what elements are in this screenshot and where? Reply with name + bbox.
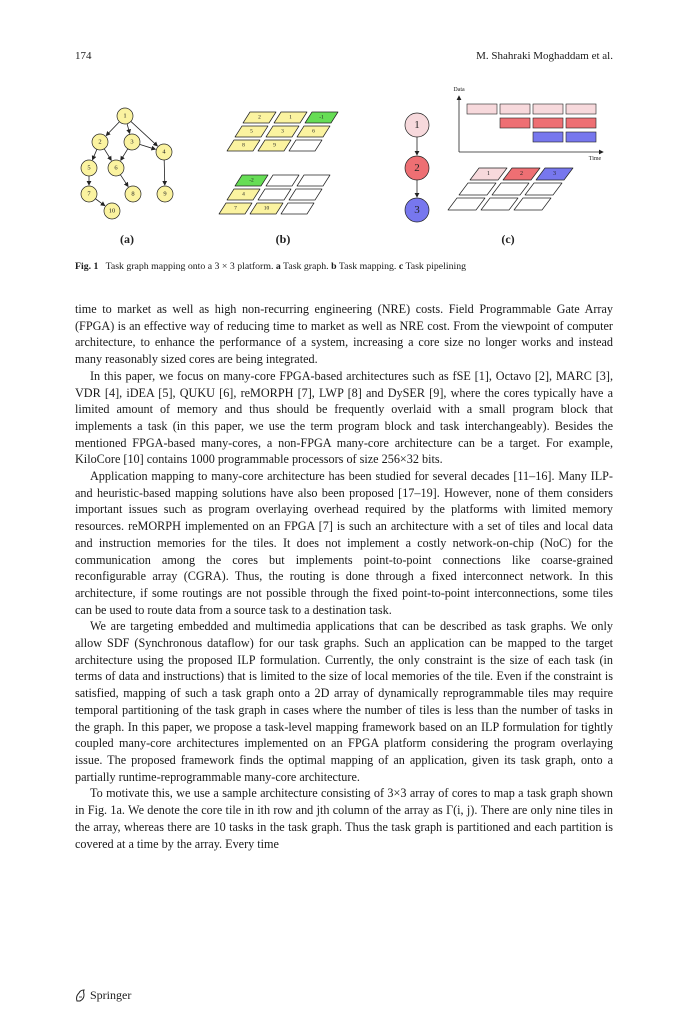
pipeline-tile-label: 2 [520, 171, 523, 177]
springer-horse-icon [75, 989, 86, 1002]
task-node-label: 1 [123, 112, 127, 120]
task-edge [120, 175, 128, 187]
pipeline-tile [459, 183, 496, 195]
axis-label-time: Time [588, 156, 602, 162]
task-graph-panel [81, 108, 173, 246]
paragraph-3: Application mapping to many-core architecture has been studied for several decades [11–16]. Many ILP- and heuristic-based mapping solutions have also been proposed [17–19]. However, none of them considers important issues such as program overlaying overhead required by the platforms with limited memory resources. reMORPH implemented on an FPGA [7] is such an architecture with a set of tiles and local data and instruction memories for the tiles. It does not implement a costly network-on-chip (NoC) for the communication among the cores but implements point-to-point connections like coarse-grained reconfigurable array (CGRA). Thus, the routing is done through a fixed interconnect network. In this architecture, if some routings are not possible through the fixed point-to-point interconnections, some tiles can be used to route data from a source task to a destination task. [75, 469, 613, 617]
mapping-tile-top-label: 1 [289, 114, 292, 121]
task-node-label: 2 [98, 138, 102, 146]
publisher-name: Springer [90, 988, 132, 1002]
mapping-tile-top [289, 140, 322, 151]
task-node-label: 10 [108, 207, 116, 215]
caption-c-label: c [398, 261, 404, 272]
figure-svg [75, 82, 613, 257]
pipeline-tile [525, 183, 562, 195]
paragraph-5: To motivate this, we use a sample architecture consisting of 3×3 array of cores to map a task graph shown in Fig. 1a. We denote the core tile in ith row and jth column of the array as Γ(i, j). There are only nine tiles in the array, whereas there are 10 tasks in the task graph. Thus the task graph is partitioned and each partition is covered at a time by the array. Every time [75, 786, 613, 851]
caption-a-label: a [275, 261, 281, 272]
task-node-label: 5 [87, 164, 91, 172]
pipeline-tile [448, 198, 485, 210]
mapping-tile-bottom-label: 4 [242, 191, 245, 198]
task-node-label: 4 [162, 148, 166, 156]
caption-c-text: Task pipelining [405, 261, 466, 272]
task-mapping-panel [219, 112, 338, 246]
pipeline-node-label: 3 [414, 204, 420, 216]
task-edge [140, 144, 156, 149]
mapping-tile-bottom [281, 203, 314, 214]
pipeline-bar [533, 132, 563, 142]
mapping-tile-top-label: 5 [250, 128, 253, 135]
pipeline-tile [492, 183, 529, 195]
body-text [75, 301, 613, 852]
mapping-tile-bottom-label: 7 [234, 205, 237, 212]
pipeline-bar [566, 104, 596, 114]
pipeline-tile-label: 1 [487, 171, 490, 177]
figure-caption [75, 260, 613, 273]
pipeline-bar [467, 104, 497, 114]
task-node-label: 9 [163, 190, 167, 198]
mapping-tile-bottom-label: -2 [249, 177, 254, 184]
task-node-label: 8 [131, 190, 135, 198]
caption-b-label: b [331, 261, 337, 272]
panel-label-b: (b) [275, 232, 291, 246]
task-edge [106, 122, 119, 136]
pipeline-bar [533, 104, 563, 114]
paragraph-1: time to market as well as high non-recurring engineering (NRE) costs. Field Programmable Gate Array (FPGA) is an effective way of reducing time to market as well as NRE cost. From the viewpoint of computer architecture, to enhance the performance of a system, increasing a core size no longer works and instead many reasonably sized cores are being integrated. [75, 302, 613, 367]
task-node-label: 3 [130, 138, 134, 146]
figure-1 [75, 82, 613, 277]
task-edge [127, 124, 130, 134]
pipeline-bar [500, 104, 530, 114]
mapping-tile-top-label: 6 [312, 128, 315, 135]
mapping-tile-top-label: 9 [273, 142, 276, 149]
caption-a-text: Task graph. [283, 261, 329, 272]
task-pipelining-panel [405, 87, 603, 246]
mapping-tile-bottom [258, 189, 291, 200]
running-author: M. Shahraki Moghaddam et al. [476, 50, 613, 62]
task-edge [164, 160, 165, 185]
pipeline-bar [566, 118, 596, 128]
task-node-label: 6 [114, 164, 118, 172]
pipeline-tile [514, 198, 551, 210]
mapping-tile-top-label: -1 [319, 114, 324, 121]
page-header [75, 50, 613, 66]
pipeline-node-label: 1 [414, 119, 420, 131]
paragraph-4: We are targeting embedded and multimedia applications that can be described as task graphs. We only allow SDF (Synchronous dataflow) for our task graphs. Such an application can be mapped to the target architecture using the proposed ILP formulation. Currently, the only constraint is the size of each task (in terms of data and instructions) that is limited to the size of local memories of the tile. Even if the constraint is satisfied, mapping of such a task graph onto a 2D array of dynamically reprogrammable tiles may require temporal partitioning of the task graph in cases where the number of tiles is less than the number of tasks in the graph. In this paper, we propose a task-level mapping framework based on an ILP formulation for tightly coupled many-core architectures implemented on an FPGA platform considering the program overlaying issue. The proposed framework finds the optimal mapping of an application, given its task graph, onto a partially runtime-reprogrammable many-core architecture. [75, 619, 613, 784]
axis-label-data: Data [453, 87, 465, 93]
page-number: 174 [75, 50, 92, 62]
pipeline-bar [566, 132, 596, 142]
pipeline-bar [533, 118, 563, 128]
pipeline-node-label: 2 [414, 162, 420, 174]
task-edge [93, 149, 97, 159]
mapping-tile-bottom [297, 175, 330, 186]
caption-text: Task graph mapping onto a 3 × 3 platform. [105, 261, 274, 272]
task-edge [95, 199, 104, 206]
footer [75, 988, 131, 1003]
mapping-tile-top-label: 2 [258, 114, 261, 121]
pipeline-tile-label: 3 [553, 171, 556, 177]
task-edge [104, 149, 111, 161]
panel-label-c: (c) [501, 232, 515, 246]
mapping-tile-top-label: 8 [242, 142, 245, 149]
pipeline-bar [500, 118, 530, 128]
pipeline-tile [481, 198, 518, 210]
mapping-tile-bottom [289, 189, 322, 200]
panel-label-a: (a) [120, 232, 134, 246]
task-edge [121, 149, 128, 161]
mapping-tile-top-label: 3 [281, 128, 284, 135]
mapping-tile-bottom-label: 10 [263, 205, 270, 212]
mapping-tile-bottom [266, 175, 299, 186]
caption-fig-label: Fig. 1 [75, 261, 99, 272]
paragraph-2: In this paper, we focus on many-core FPGA-based architectures such as fSE [1], Octavo [2], MARC [3], VDR [4], iDEA [5], QUKU [6], reMORPH [7], LWP [8] and DySER [9], where the cores typically have a limited amount of memory and thus should be frequently overlaid with a small program block that implements a task (in this paper, we use the term program block and task interchangeably). Besides the mentioned FPGA-based many-cores, a non-FPGA many-core architecture can be a target. For example, KiloCore [10] contains 1000 programmable processors of size 256×32 bits. [75, 368, 613, 467]
caption-b-text: Task mapping. [338, 261, 397, 272]
task-node-label: 7 [87, 190, 91, 198]
